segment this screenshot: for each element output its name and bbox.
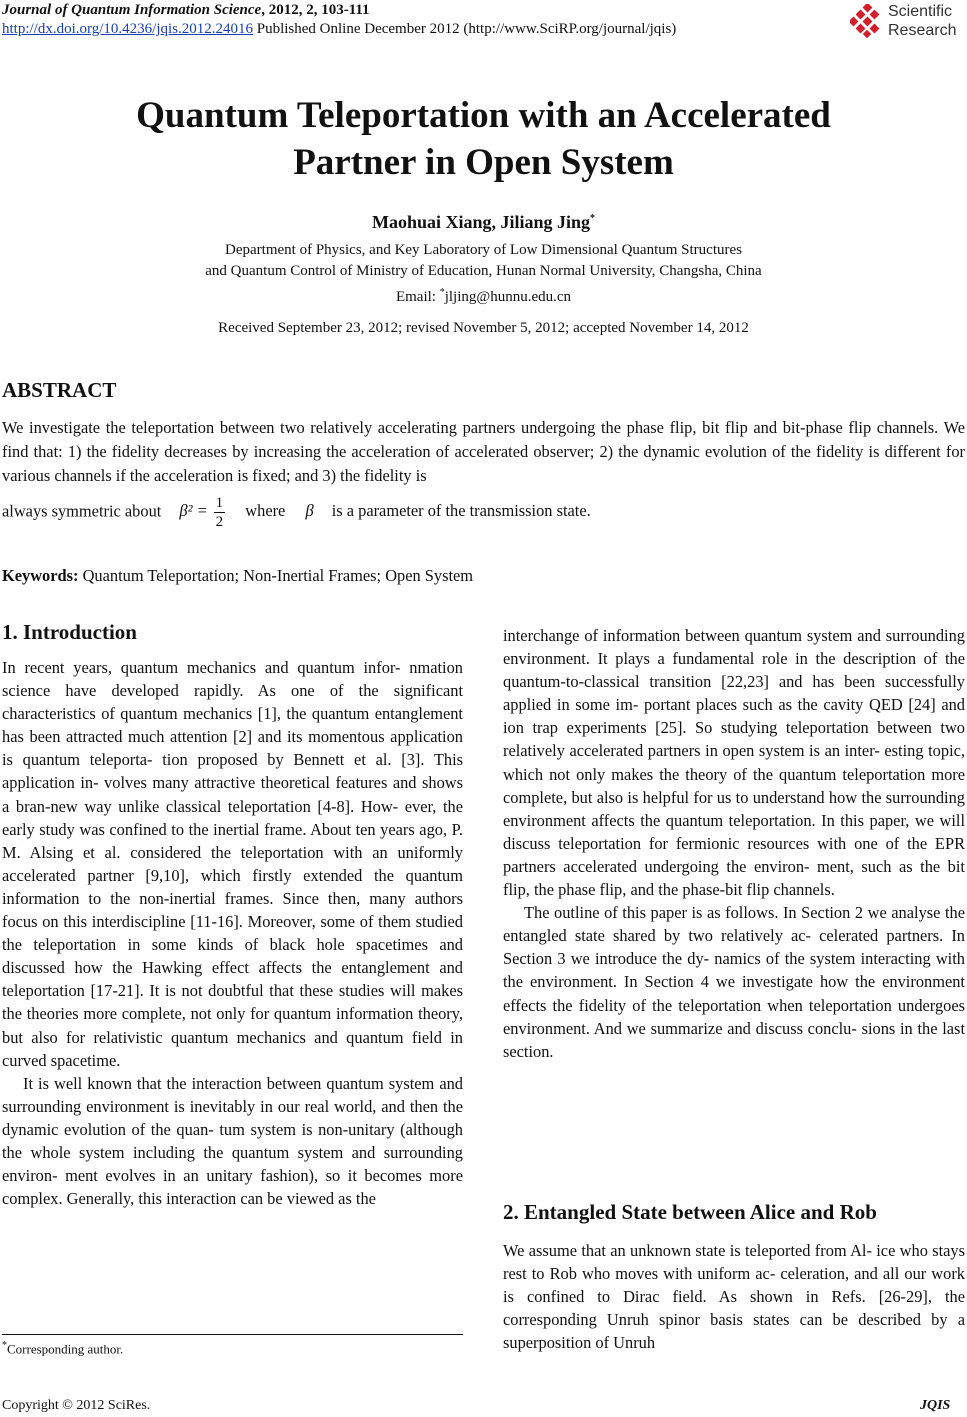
- keywords-label: Keywords:: [2, 566, 79, 585]
- keywords: [2, 566, 473, 586]
- left-column: [2, 656, 463, 1210]
- author-names: Maohuai Xiang, Jiliang Jing: [371, 212, 591, 232]
- eq-suffix: is a parameter of the transmission state.: [331, 501, 591, 521]
- journal-abbreviation: JQIS: [920, 1398, 951, 1413]
- logo-text: [888, 2, 956, 40]
- abstract-heading: ABSTRACT: [2, 378, 117, 402]
- eq-denominator: 2: [215, 514, 224, 530]
- intro-paragraph-3: interchange of information between quantum system and surrounding environment. It plays a fundamental role in the description of the quantum-to-classical transition [22,23] and has been successfully applied in some im- portant places such as the cavity QED [24] and ion trap experiments [25]. So studying teleportation between two relatively accelerated partners in open system is an inter- esting topic, which not only makes the theory of the quantum teleportation more complete, but also is helpful for us to understand how the surrounding environment affects the quantum teleportation. In this paper, we will discuss teleportation for fermionic resources with one of the EPR partners accelerated undergoing the environ- ment, such as the bit flip, the phase flip, and the phase-bit flip channels.: [503, 626, 965, 900]
- eq-fraction: [214, 494, 226, 531]
- eq-prefix: always symmetric about: [2, 501, 162, 521]
- affiliation: [0, 240, 967, 308]
- footnote-text: Corresponding author.: [7, 1341, 124, 1357]
- right-column: [503, 624, 965, 1063]
- doi-line: [2, 21, 676, 38]
- footnote: [2, 1340, 123, 1357]
- publisher-logo: [850, 2, 967, 44]
- eq-beta: β: [305, 501, 314, 521]
- title-line1: Quantum Teleportation with an Accelerated: [136, 95, 831, 136]
- section2-body: [503, 1239, 965, 1354]
- eq-numerator: 1: [215, 495, 224, 511]
- logo-line1: Scientific: [888, 3, 953, 20]
- intro-paragraph-1: In recent years, quantum mechanics and quantum infor- nmation science have developed rapidly. As one of the significant characteristics of quantum mechanics [1], the quantum entanglement has been attracted much attention [2] and its momentous application is quantum teleporta- tion proposed by Bennett et al. [3]. This application in- volves many attractive theoretical features and shows a bran-new way unlike classical teleportation [4-8]. How- ever, the early study was confined to the inertial frame. About ten years ago, P. M. Alsing et al. considered the teleportation with an uniformly accelerated partner [9,10], which firstly extended the quantum information to the non-inertial frames. Since then, many authors focus on this interdiscipline [11-16]. Moreover, some of them studied the teleportation in some kinds of black hole spacetimes and discussed how the Hawking effect affects the entanglement and teleportation [17-21]. It is not doubtful that these studies will makes the theories more complete, not only for quantum information theory, but also for relativistic quantum mechanics and quantum field in curved spacetime.: [2, 658, 463, 1070]
- keywords-text: Quantum Teleportation; Non-Inertial Frames; Open System: [78, 566, 474, 585]
- affiliation-line1: Department of Physics, and Key Laboratory of Low Dimensional Quantum Structures: [225, 242, 742, 258]
- journal-name: Journal of Quantum Information Science: [2, 2, 262, 18]
- paper-title: [0, 92, 967, 186]
- doi-link[interactable]: http://dx.doi.org/10.4236/jqis.2012.24016: [2, 21, 253, 37]
- email-address[interactable]: jljing@hunnu.edu.cn: [444, 289, 572, 305]
- eq-lhs: β² =: [179, 501, 208, 521]
- email-label: Email:: [395, 289, 440, 305]
- copyright: Copyright © 2012 SciRes.: [2, 1398, 151, 1413]
- volume-info: , 2012, 2, 103-111: [261, 2, 370, 18]
- abstract-equation-line: [2, 494, 591, 531]
- email-line: [0, 282, 967, 308]
- abstract-text: We investigate the teleportation between two relatively accelerating partners undergoing the phase flip, bit flip and bit-phase flip channels. We find that: 1) the fidelity decreases by increasing the acceleration of accelerated observer; 2) the dynamic evolution of the fidelity is different for various channels if the acceleration is fixed; and 3) the fidelity is: [2, 418, 965, 485]
- logo-line2: Research: [888, 22, 957, 39]
- published-info: Published Online December 2012 (http://www.SciRP.org/journal/jqis): [253, 21, 677, 37]
- eq-where: where: [245, 501, 286, 521]
- footnote-mark: *: [2, 1340, 7, 1351]
- affiliation-line2: and Quantum Control of Ministry of Education, Hunan Normal University, Changsha, China: [205, 263, 762, 279]
- journal-header: [2, 2, 370, 19]
- section1-heading: 1. Introduction: [2, 620, 137, 644]
- email-mark: *: [439, 287, 445, 298]
- section2-heading: 2. Entangled State between Alice and Rob: [503, 1200, 877, 1224]
- section2-paragraph-1: We assume that an unknown state is teleported from Al- ice who stays rest to Rob who moves with uniform ac- celeration, and all our work is confined to Dirac field. As shown in Refs. [26-29], the corresponding Unruh spinor basis states can be described by a superposition of Unruh: [503, 1241, 965, 1353]
- title-line2: Partner in Open System: [293, 142, 674, 183]
- logo-dots-icon: [850, 4, 884, 38]
- intro-paragraph-4: The outline of this paper is as follows. In Section 2 we analyse the entangled state shared by two relatively ac- celerated partners. In Section 3 we introduce the dy- namics of the system interacting with the environment. In Section 4 we investigate how the environment effects the fidelity of the teleportation when teleportation undergoes environment. And we summarize and discuss conclu- sions in the last section.: [503, 903, 965, 1061]
- authors: [0, 212, 967, 233]
- footnote-divider: [2, 1334, 463, 1335]
- author-mark: *: [590, 213, 596, 224]
- intro-paragraph-2: It is well known that the interaction between quantum system and surrounding environment is inevitably in our real world, and then the dynamic evolution of the quan- tum system is non-unitary (although the whole system including the quantum system and surrounding environ- ment evolves in an unitary fashion), so it becomes more complex. Generally, this interaction can be viewed as the: [2, 1073, 463, 1209]
- received-dates: Received September 23, 2012; revised November 5, 2012; accepted November 14, 2012: [218, 320, 749, 336]
